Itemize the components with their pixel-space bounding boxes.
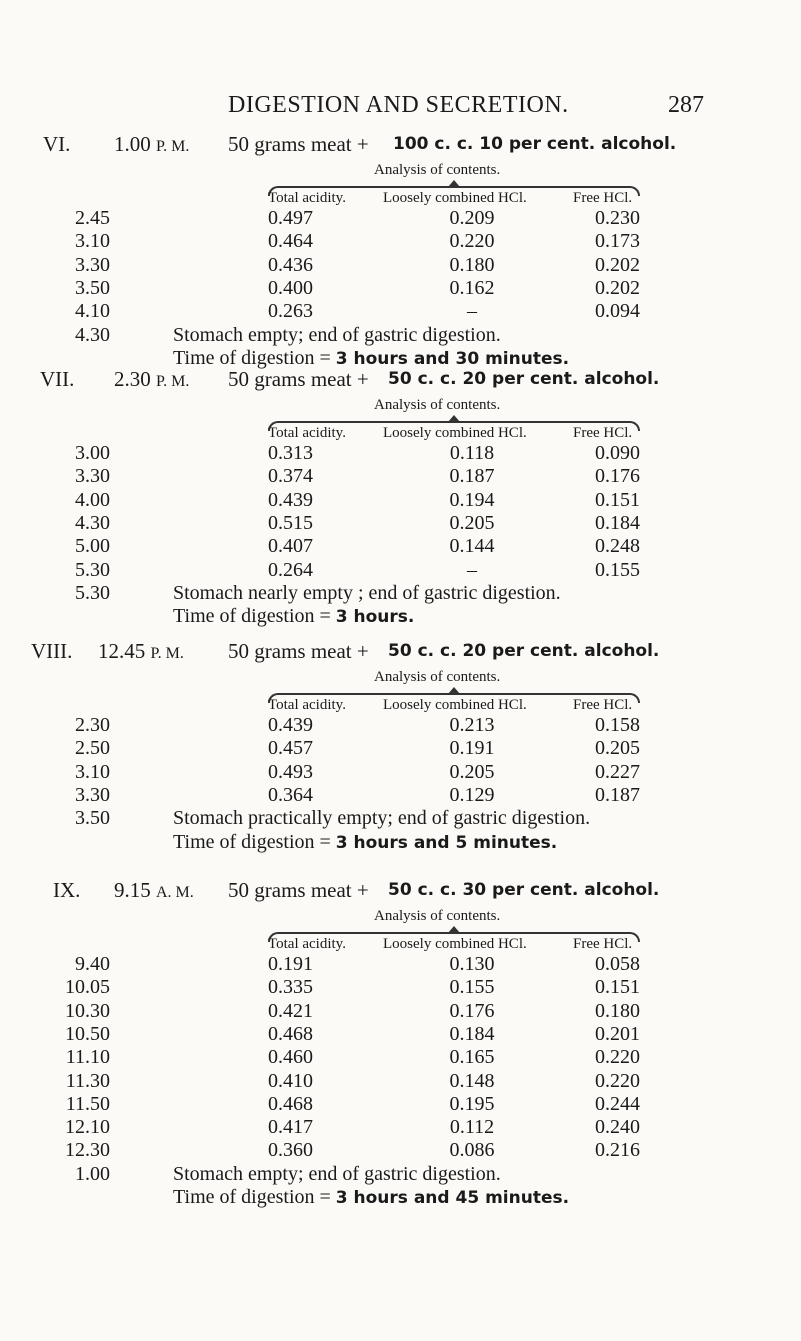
duration-value: 3 hours and 45 minutes.	[335, 1188, 570, 1208]
row-time: 10.05	[65, 976, 110, 999]
loosely-combined-value: 0.165	[449, 1046, 495, 1069]
row-time: 10.30	[65, 999, 110, 1022]
table-row	[0, 230, 801, 253]
table-row	[0, 1070, 801, 1093]
am-pm: A. M.	[156, 884, 194, 901]
row-time: 2.50	[75, 737, 110, 760]
col-header-free-hcl: Free HCl.	[573, 190, 633, 206]
table-row	[0, 784, 801, 807]
table-row	[0, 761, 801, 784]
table-row	[0, 1093, 801, 1116]
free-hcl-value: 0.155	[595, 558, 640, 581]
total-acidity-value: 0.436	[268, 253, 313, 276]
free-hcl-value: 0.220	[595, 1069, 640, 1092]
col-header-loosely-combined: Loosely combined HCl.	[383, 697, 527, 713]
loosely-combined-value: 0.144	[449, 535, 495, 558]
row-time: 4.00	[75, 488, 110, 511]
row-time: 11.30	[65, 1069, 110, 1092]
table-row	[0, 277, 801, 300]
table-row	[0, 442, 801, 465]
digestion-duration: Time of digestion = 3 hours.	[173, 605, 415, 628]
experiment-number: VIII.	[31, 639, 73, 663]
experiment-number: VI.	[43, 132, 71, 156]
loosely-combined-value: 0.213	[449, 714, 495, 736]
brace-tip	[448, 687, 460, 694]
free-hcl-value: 0.151	[595, 488, 640, 511]
total-acidity-value: 0.264	[268, 558, 313, 581]
table-row	[0, 1046, 801, 1069]
free-hcl-value: 0.202	[595, 253, 640, 276]
total-acidity-value: 0.515	[268, 511, 313, 534]
table-row	[0, 976, 801, 999]
row-time: 3.30	[75, 783, 110, 806]
free-hcl-value: 0.094	[595, 300, 640, 323]
table-row	[0, 254, 801, 277]
row-time: 2.45	[75, 207, 110, 229]
end-text: Stomach empty; end of gastric digestion.	[173, 323, 501, 346]
am-pm: P. M.	[156, 373, 190, 390]
free-hcl-value: 0.184	[595, 511, 640, 534]
free-hcl-value: 0.202	[595, 276, 640, 299]
end-time: 5.30	[75, 581, 110, 604]
end-text: Stomach practically empty; end of gastric digestion.	[173, 807, 591, 830]
col-header-free-hcl: Free HCl.	[573, 425, 633, 441]
page-header	[0, 92, 801, 122]
end-time: 3.50	[75, 807, 110, 830]
table-row	[0, 1116, 801, 1139]
experiment-heading	[0, 132, 801, 162]
loosely-combined-value: 0.205	[449, 760, 495, 783]
row-time: 12.10	[65, 1116, 110, 1139]
total-acidity-value: 0.374	[268, 465, 313, 488]
total-acidity-value: 0.335	[268, 976, 313, 999]
col-header-total-acidity: Total acidity.	[268, 190, 346, 206]
col-header-loosely-combined: Loosely combined HCl.	[383, 425, 527, 441]
total-acidity-value: 0.263	[268, 300, 313, 323]
total-acidity-value: 0.439	[268, 714, 313, 736]
duration-value: 3 hours and 30 minutes.	[335, 348, 570, 369]
experiment-section	[0, 132, 801, 369]
free-hcl-value: 0.240	[595, 1116, 640, 1139]
page-number: 287	[668, 92, 704, 118]
free-hcl-value: 0.173	[595, 230, 640, 253]
alcohol-description: 50 c. c. 20 per cent. alcohol.	[388, 369, 660, 389]
free-hcl-value: 0.244	[595, 1092, 640, 1115]
loosely-combined-value: 0.148	[449, 1069, 495, 1092]
row-time: 11.50	[65, 1092, 110, 1115]
end-time: 1.00	[75, 1162, 110, 1185]
total-acidity-value: 0.360	[268, 1139, 313, 1162]
brace-tip	[448, 926, 460, 933]
experiment-heading	[0, 367, 801, 397]
row-time: 4.30	[75, 511, 110, 534]
total-acidity-value: 0.410	[268, 1069, 313, 1092]
table-row	[0, 465, 801, 488]
analysis-label: Analysis of contents.	[374, 908, 501, 924]
free-hcl-value: 0.151	[595, 976, 640, 999]
meal-description: 50 grams meat +	[228, 639, 369, 663]
meal-description: 50 grams meat +	[228, 367, 369, 391]
total-acidity-value: 0.421	[268, 999, 313, 1022]
analysis-label: Analysis of contents.	[374, 397, 501, 413]
meal-description: 50 grams meat +	[228, 132, 369, 156]
start-time: 9.15 A. M.	[114, 878, 194, 902]
table-row	[0, 737, 801, 760]
loosely-combined-value: 0.187	[449, 465, 495, 488]
free-hcl-value: 0.216	[595, 1139, 640, 1162]
end-text: Stomach nearly empty ; end of gastric digestion.	[173, 581, 561, 604]
loosely-combined-value: 0.129	[449, 783, 495, 806]
free-hcl-value: 0.230	[595, 207, 640, 229]
loosely-combined-value: 0.155	[449, 976, 495, 999]
row-time: 3.10	[75, 230, 110, 253]
free-hcl-value: 0.201	[595, 1022, 640, 1045]
row-time: 4.10	[75, 300, 110, 323]
row-time: 3.30	[75, 465, 110, 488]
free-hcl-value: 0.187	[595, 783, 640, 806]
experiment-section	[0, 639, 801, 853]
row-time: 9.40	[75, 953, 110, 975]
row-time: 12.30	[65, 1139, 110, 1162]
total-acidity-value: 0.468	[268, 1022, 313, 1045]
loosely-combined-value: 0.118	[449, 442, 495, 464]
loosely-combined-value: –	[467, 558, 477, 581]
col-header-total-acidity: Total acidity.	[268, 697, 346, 713]
total-acidity-value: 0.460	[268, 1046, 313, 1069]
free-hcl-value: 0.158	[595, 714, 640, 736]
analysis-label: Analysis of contents.	[374, 162, 501, 178]
col-header-loosely-combined: Loosely combined HCl.	[383, 936, 527, 952]
col-header-total-acidity: Total acidity.	[268, 425, 346, 441]
experiment-section	[0, 367, 801, 628]
loosely-combined-value: 0.209	[449, 207, 495, 229]
total-acidity-value: 0.313	[268, 442, 313, 464]
free-hcl-value: 0.248	[595, 535, 640, 558]
am-pm: P. M.	[150, 645, 184, 662]
table-row	[0, 953, 801, 976]
table-row	[0, 559, 801, 582]
row-time: 5.00	[75, 535, 110, 558]
alcohol-description: 50 c. c. 30 per cent. alcohol.	[388, 880, 660, 900]
experiment-heading	[0, 878, 801, 908]
table-row	[0, 1023, 801, 1046]
analysis-label: Analysis of contents.	[374, 669, 501, 685]
total-acidity-value: 0.364	[268, 783, 313, 806]
alcohol-description: 100 c. c. 10 per cent. alcohol.	[393, 134, 677, 154]
loosely-combined-value: 0.205	[449, 511, 495, 534]
total-acidity-value: 0.407	[268, 535, 313, 558]
free-hcl-value: 0.058	[595, 953, 640, 975]
experiment-number: VII.	[40, 367, 75, 391]
loosely-combined-value: 0.180	[449, 253, 495, 276]
col-header-free-hcl: Free HCl.	[573, 936, 633, 952]
loosely-combined-value: 0.195	[449, 1092, 495, 1115]
row-time: 2.30	[75, 714, 110, 736]
total-acidity-value: 0.497	[268, 207, 313, 229]
running-title: DIGESTION AND SECRETION.	[228, 92, 569, 118]
loosely-combined-value: 0.176	[449, 999, 495, 1022]
end-time: 4.30	[75, 323, 110, 346]
total-acidity-value: 0.400	[268, 276, 313, 299]
experiment-heading	[0, 639, 801, 669]
table-row	[0, 512, 801, 535]
col-header-total-acidity: Total acidity.	[268, 936, 346, 952]
brace-tip	[448, 180, 460, 187]
total-acidity-value: 0.417	[268, 1116, 313, 1139]
duration-value: 3 hours and 5 minutes.	[335, 832, 558, 853]
total-acidity-value: 0.191	[268, 953, 313, 975]
table-row	[0, 300, 801, 323]
brace-tip	[448, 415, 460, 422]
row-time: 3.10	[75, 760, 110, 783]
total-acidity-value: 0.468	[268, 1092, 313, 1115]
total-acidity-value: 0.457	[268, 737, 313, 760]
col-header-free-hcl: Free HCl.	[573, 697, 633, 713]
loosely-combined-value: 0.112	[449, 1116, 495, 1139]
loosely-combined-value: 0.162	[449, 276, 495, 299]
row-time: 3.30	[75, 253, 110, 276]
table-row	[0, 1000, 801, 1023]
table-row	[0, 1139, 801, 1162]
table-row	[0, 714, 801, 737]
row-time: 3.00	[75, 442, 110, 464]
start-time: 2.30 P. M.	[114, 367, 190, 391]
row-time: 10.50	[65, 1022, 110, 1045]
alcohol-description: 50 c. c. 20 per cent. alcohol.	[388, 641, 660, 661]
table-row	[0, 535, 801, 558]
start-time: 12.45 P. M.	[98, 639, 184, 663]
free-hcl-value: 0.090	[595, 442, 640, 464]
loosely-combined-value: 0.194	[449, 488, 495, 511]
loosely-combined-value: 0.086	[449, 1139, 495, 1162]
duration-value: 3 hours.	[335, 607, 415, 628]
am-pm: P. M.	[156, 138, 190, 155]
digestion-duration: Time of digestion = 3 hours and 5 minutes.	[173, 830, 558, 853]
total-acidity-value: 0.493	[268, 760, 313, 783]
table-row	[0, 207, 801, 230]
total-acidity-value: 0.464	[268, 230, 313, 253]
table-row	[0, 489, 801, 512]
experiment-section	[0, 878, 801, 1208]
loosely-combined-value: 0.191	[449, 737, 495, 760]
free-hcl-value: 0.227	[595, 760, 640, 783]
meal-description: 50 grams meat +	[228, 878, 369, 902]
row-time: 11.10	[65, 1046, 110, 1069]
loosely-combined-value: 0.184	[449, 1022, 495, 1045]
loosely-combined-value: 0.220	[449, 230, 495, 253]
digestion-duration: Time of digestion = 3 hours and 45 minutes.	[173, 1186, 570, 1208]
experiment-number: IX.	[53, 878, 81, 902]
end-text: Stomach empty; end of gastric digestion.	[173, 1162, 501, 1185]
col-header-loosely-combined: Loosely combined HCl.	[383, 190, 527, 206]
start-time: 1.00 P. M.	[114, 132, 190, 156]
free-hcl-value: 0.180	[595, 999, 640, 1022]
row-time: 3.50	[75, 276, 110, 299]
digestion-duration: Time of digestion = 3 hours and 30 minutes.	[173, 346, 570, 369]
total-acidity-value: 0.439	[268, 488, 313, 511]
row-time: 5.30	[75, 558, 110, 581]
free-hcl-value: 0.220	[595, 1046, 640, 1069]
loosely-combined-value: –	[467, 300, 477, 323]
loosely-combined-value: 0.130	[449, 953, 495, 975]
free-hcl-value: 0.176	[595, 465, 640, 488]
free-hcl-value: 0.205	[595, 737, 640, 760]
